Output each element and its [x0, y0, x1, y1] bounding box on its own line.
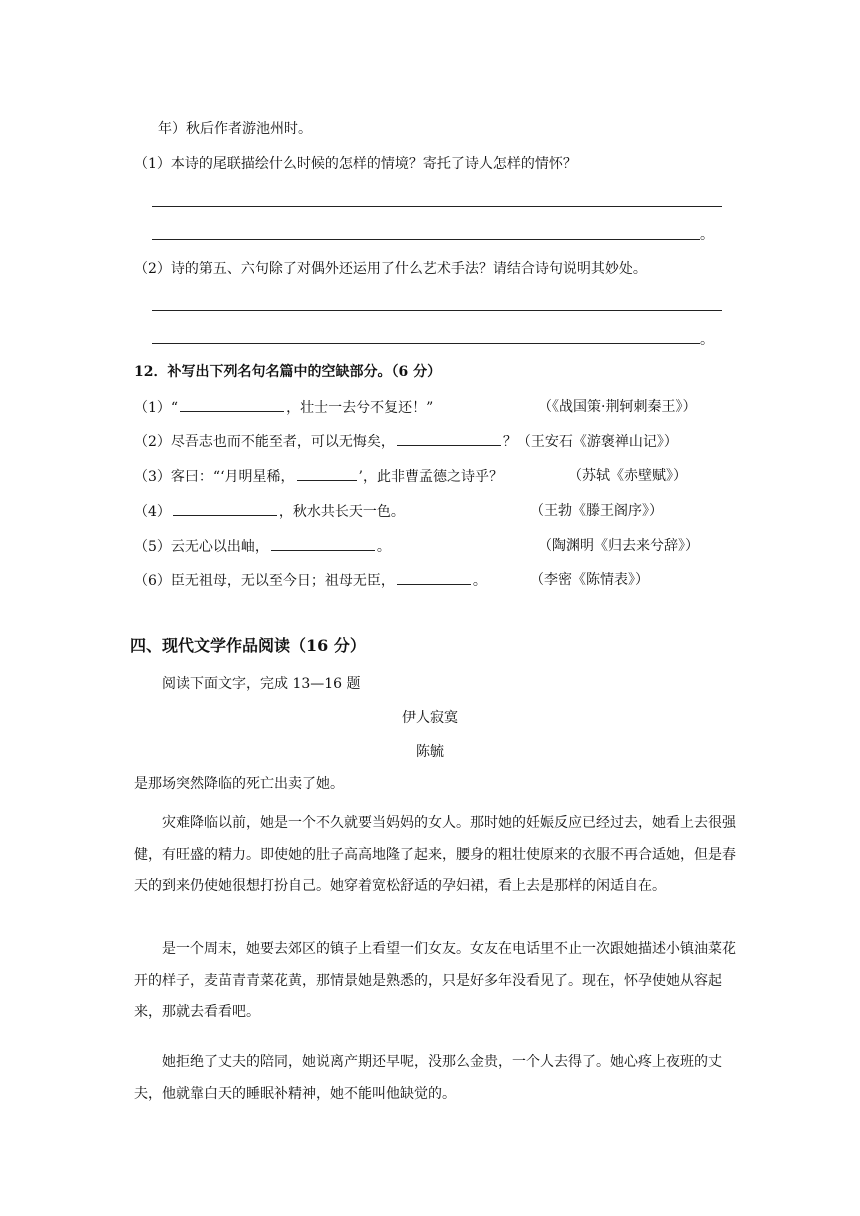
article-title: 伊人寂寞: [402, 710, 458, 726]
q11-sub2-question: （2）诗的第五、六句除了对偶外还运用了什么艺术手法？请结合诗句说明其妙处。: [134, 261, 647, 277]
q12-item-6-source: （李密《陈情表》）: [530, 572, 649, 588]
line-end-period: 。: [700, 332, 714, 348]
answer-line: [152, 310, 722, 311]
item-prefix: （4）: [134, 504, 171, 520]
fill-blank[interactable]: [397, 570, 471, 585]
fill-blank[interactable]: [297, 466, 357, 481]
item-suffix: ’，此非曹孟德之诗乎？: [358, 469, 503, 485]
q12-item-5-source: （陶渊明《归去来兮辞》）: [538, 538, 699, 554]
article-paragraph: 是那场突然降临的死亡出卖了她。: [134, 776, 344, 792]
answer-line: [152, 239, 700, 240]
fill-blank[interactable]: [271, 536, 375, 551]
section-heading: 四、现代文学作品阅读（16 分）: [130, 636, 366, 655]
q12-item-4: [134, 501, 405, 522]
q12-item-2: [134, 431, 678, 452]
reading-instruction: 阅读下面文字，完成 13—16 题: [162, 676, 361, 692]
item-suffix: 。: [472, 573, 487, 589]
item-suffix: ，秋水共长天一色。: [278, 504, 405, 520]
fill-blank[interactable]: [180, 397, 284, 412]
article-author: 陈毓: [416, 744, 444, 760]
item-suffix: 。: [376, 539, 391, 555]
item-prefix: （1）“: [134, 400, 179, 416]
q11-sub1-question: （1）本诗的尾联描绘什么时候的怎样的情境？寄托了诗人怎样的情怀？: [134, 156, 577, 172]
fill-blank[interactable]: [173, 501, 277, 516]
answer-line: [152, 343, 700, 344]
q12-item-5: [134, 536, 391, 557]
line-end-period: 。: [700, 227, 714, 243]
q12-item-1: [134, 397, 433, 418]
q12-item-3: [134, 466, 503, 487]
item-suffix: ？（王安石《游褒禅山记》）: [502, 434, 678, 450]
article-paragraph: 是一个周末，她要去郊区的镇子上看望一们女友。女友在电话里不止一次跟她描述小镇油菜花开的样子，麦苗青青菜花黄，那情景她是熟悉的，只是好多年没看见了。现在，怀孕使她从容起来，那就去看看吧。: [134, 941, 736, 1020]
q12-title: 12．补写出下列名句名篇中的空缺部分。（6 分）: [134, 364, 442, 380]
q12-item-6: [134, 570, 487, 591]
item-prefix: （3）客曰：“‘月明星稀，: [134, 469, 295, 485]
item-prefix: （5）云无心以出岫，: [134, 539, 269, 555]
intro-tail-text: 年）秋后作者游池州时。: [158, 121, 312, 137]
item-prefix: （2）尽吾志也而不能至者，可以无悔矣，: [134, 434, 395, 450]
answer-line: [152, 206, 722, 207]
fill-blank[interactable]: [397, 431, 501, 446]
item-prefix: （6）臣无祖母，无以至今日；祖母无臣，: [134, 573, 395, 589]
q12-item-1-source: （《战国策·荆轲刺秦王》）: [538, 399, 697, 415]
q12-item-3-source: （苏轼《赤壁赋》）: [568, 468, 687, 484]
article-paragraph: 她拒绝了丈夫的陪同，她说离产期还早呢，没那么金贵，一个人去得了。她心疼上夜班的丈夫，他就靠白天的睡眠补精神，她不能叫他缺觉的。: [134, 1054, 722, 1102]
q12-item-4-source: （王勃《滕王阁序》）: [530, 503, 663, 519]
item-suffix: ，壮士一去兮不复还！”: [286, 400, 434, 416]
article-paragraph: 灾难降临以前，她是一个不久就要当妈妈的女人。那时她的妊娠反应已经过去，她看上去很强健，有旺盛的精力。即使她的肚子高高地隆了起来，腰身的粗壮使原来的衣服不再合适她，但是春天的到来仍使她很想打扮自己。她穿着宽松舒适的孕妇裙，看上去是那样的闲适自在。: [134, 815, 736, 894]
